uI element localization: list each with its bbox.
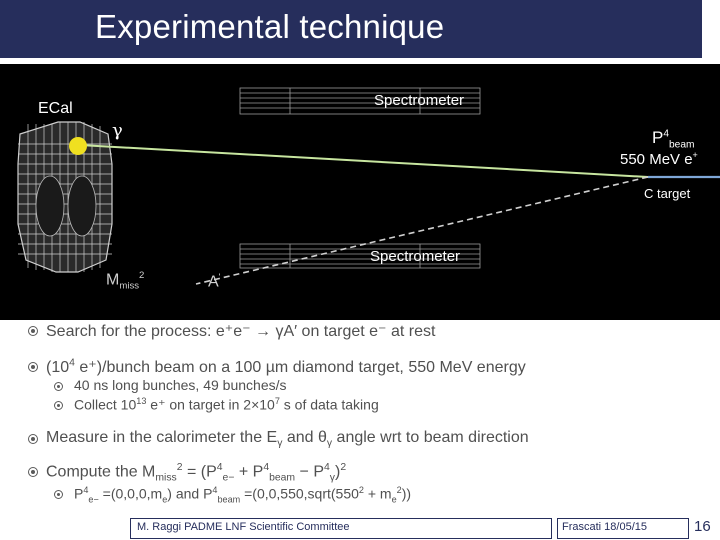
fourmom-c-sup: 4 — [212, 485, 218, 495]
fourmom-a: P — [74, 485, 84, 502]
bullet-bunch-length: 40 ns long bunches, 49 bunches/s — [74, 377, 287, 393]
missing-mass-sub: miss — [119, 280, 140, 292]
fourmom-d: =(0,0,550,sqrt(550 — [240, 485, 359, 502]
mmiss-eq-c-sup: 4 — [263, 462, 270, 473]
bullet-beam-on-target — [46, 357, 526, 377]
missing-mass-sup: 2 — [139, 270, 145, 281]
fourmom-a-sup: 4 — [83, 485, 89, 495]
fourmom-c: ) and P — [167, 485, 213, 502]
slide-title: Experimental technique — [95, 8, 445, 45]
bullet-compute-mmiss — [46, 462, 346, 484]
mmiss-eq-c: + P — [234, 463, 264, 481]
bullet-marker-1 — [28, 326, 38, 336]
mmiss-eq-a-sub: miss — [155, 472, 177, 484]
footer-author: M. Raggi PADME LNF Scientific Committee — [137, 521, 350, 533]
beam-momentum-symbol: P — [652, 128, 664, 147]
bullet-search-process: Search for the process: e⁺e⁻ → γA′ on target e⁻ at rest — [46, 323, 436, 340]
mmiss-eq-b-sub: e− — [222, 472, 235, 484]
fourmom-e-sup: 2 — [396, 485, 402, 495]
beam-energy-sup: + — [692, 150, 698, 160]
bullet-collect-pre: Collect 10 — [74, 396, 137, 413]
gamma-label: γ — [112, 120, 123, 141]
bullet-beam-pre: (10 — [46, 359, 70, 376]
mmiss-eq-d-sub: γ — [329, 472, 335, 484]
missing-mass-label — [106, 270, 144, 292]
fourmom-f: )) — [401, 485, 412, 502]
bullet-beam-sup: 4 — [69, 357, 75, 369]
fourmom-c-sub: beam — [217, 494, 241, 505]
bullet-beam-post: e⁺)/bunch beam on a 100 µm diamond target, 550 MeV energy — [74, 359, 526, 376]
footer-date: Frascati 18/05/15 — [562, 521, 647, 533]
bullet-measure-sub1: γ — [277, 438, 283, 450]
mmiss-eq-d-sup: 4 — [324, 462, 330, 473]
bullet-marker-2 — [28, 362, 38, 372]
bullet-marker-2a — [54, 382, 63, 391]
beam-energy-label — [620, 150, 698, 168]
beam-momentum-sup: 4 — [663, 128, 670, 140]
target-label: C target — [644, 186, 691, 201]
fourmom-e-sub: e — [391, 494, 397, 505]
bullet-marker-4a — [54, 490, 63, 499]
spectrometer-bottom-label: Spectrometer — [370, 248, 461, 265]
ecal-detector — [18, 122, 112, 272]
bullet-measure-calorimeter — [46, 429, 529, 449]
experiment-diagram — [0, 64, 720, 320]
fourmom-b: =(0,0,0,m — [98, 485, 163, 502]
spectrometer-top-label: Spectrometer — [374, 92, 465, 109]
aprime-symbol: A — [208, 273, 219, 291]
ecal-label: ECal — [38, 100, 73, 117]
bullet-four-momenta — [74, 485, 411, 504]
fourmom-d-sup: 2 — [358, 485, 364, 495]
mmiss-eq-d: − P — [295, 463, 324, 481]
bullet-marker-2b — [54, 401, 63, 410]
mmiss-eq-a-sup: 2 — [176, 462, 183, 473]
bullet-measure-pre: Measure in the calorimeter the E — [46, 429, 278, 446]
mmiss-eq-b: = (P — [182, 463, 217, 481]
bullet-measure-post: angle wrt to beam direction — [332, 429, 529, 446]
footer-author-box — [130, 518, 552, 539]
beam-energy-text: 550 MeV e — [620, 151, 693, 168]
fourmom-b-sub: e — [162, 494, 168, 505]
bullet-collect-mid: e⁺ on target in 2×10 — [146, 396, 275, 413]
bullet-marker-4 — [28, 467, 38, 477]
beam-momentum-sub: beam — [669, 139, 695, 151]
bullet-collect-sup1: 13 — [136, 396, 147, 406]
page-number: 16 — [694, 518, 711, 535]
fourmom-a-sub: e− — [88, 494, 99, 505]
bullet-measure-sub2: γ — [326, 438, 333, 450]
mmiss-eq-e-sup: 2 — [340, 462, 347, 473]
mmiss-eq-e: ) — [334, 463, 341, 481]
missing-mass-symbol: M — [106, 271, 120, 289]
bullet-marker-3 — [28, 434, 38, 444]
footer-date-box — [557, 518, 689, 539]
mmiss-eq-c-sub: beam — [269, 472, 296, 484]
bullet-collect-sup2: 7 — [274, 396, 280, 406]
fourmom-e: + m — [363, 485, 392, 502]
mmiss-eq-a: Compute the M — [46, 463, 156, 481]
bullet-measure-mid: and θ — [282, 429, 327, 446]
aprime-label — [208, 272, 221, 291]
title-bar — [0, 0, 702, 60]
aprime-sup: ' — [218, 272, 221, 283]
photon-track — [80, 145, 648, 177]
bullet-collect-post: s of data taking — [279, 396, 379, 413]
ecal-hit-marker — [69, 137, 87, 155]
beam-momentum-label — [652, 128, 695, 150]
mmiss-eq-b-sup: 4 — [216, 462, 223, 473]
bullet-data-taking — [74, 396, 379, 414]
